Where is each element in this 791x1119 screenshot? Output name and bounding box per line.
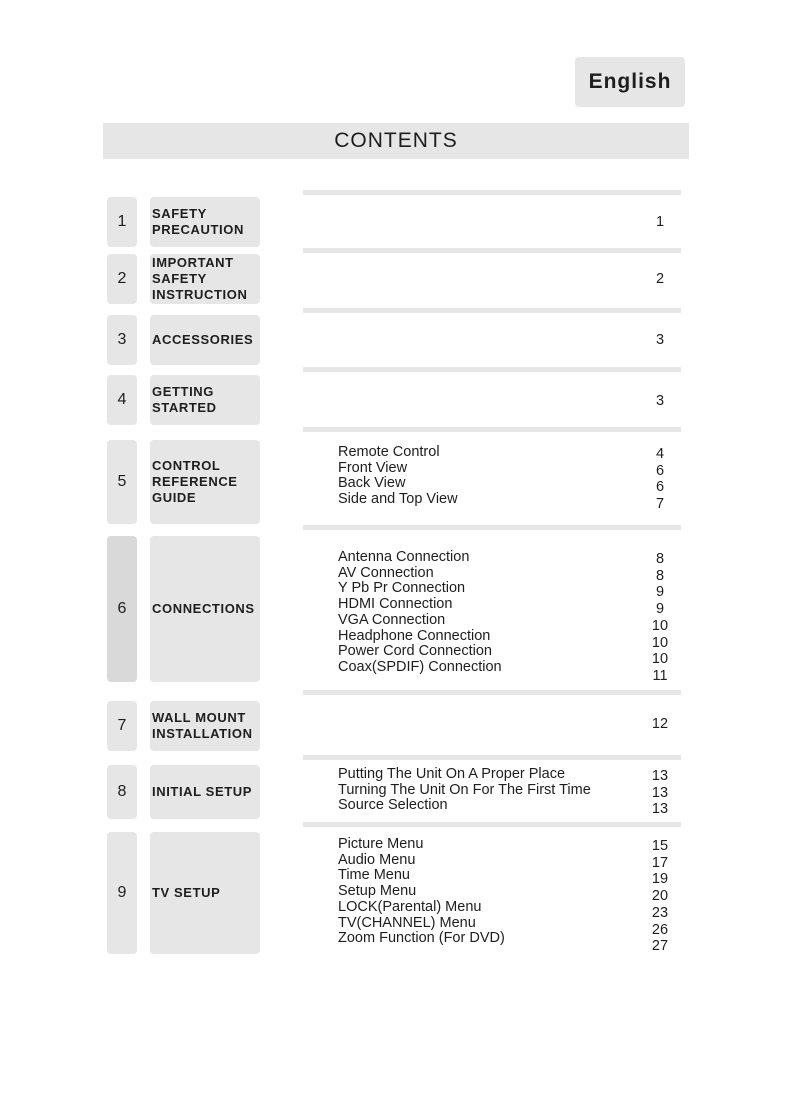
entry-item[interactable]: LOCK(Parental) Menu xyxy=(338,898,482,915)
section-number: 3 xyxy=(107,315,137,365)
section-divider xyxy=(303,822,681,827)
entry-item[interactable]: Front View xyxy=(338,459,408,476)
entry-item[interactable]: Zoom Function (For DVD) xyxy=(338,930,505,947)
section-title xyxy=(150,197,260,247)
page-number: 3 xyxy=(655,393,665,409)
section-number: 4 xyxy=(107,375,137,425)
page-number: 17 xyxy=(651,854,669,871)
page-number: 9 xyxy=(655,601,665,618)
section-number: 8 xyxy=(107,765,137,819)
section-divider xyxy=(303,248,681,253)
page-number: 2 xyxy=(655,271,665,287)
entry-item[interactable]: Remote Control xyxy=(338,444,440,460)
entry-list xyxy=(338,550,502,676)
page-number: 6 xyxy=(655,462,665,479)
entry-item[interactable]: Power Cord Connection xyxy=(338,643,492,660)
section-divider xyxy=(303,525,681,530)
entry-item[interactable]: VGA Connection xyxy=(338,611,446,628)
section-title-text: WALL MOUNT INSTALLATION xyxy=(152,710,253,741)
page-number: 26 xyxy=(651,921,669,938)
section-title xyxy=(150,440,260,524)
page-number: 20 xyxy=(651,888,669,905)
section-title-text: SAFETY PRECAUTION xyxy=(152,206,244,237)
entry-item[interactable]: Turning The Unit On For The First Time xyxy=(338,781,591,798)
section-title-text: TV SETUP xyxy=(152,885,221,900)
page-number-list xyxy=(640,446,680,513)
section-title-text: ACCESSORIES xyxy=(152,332,254,347)
entry-item[interactable]: Setup Menu xyxy=(338,883,417,900)
section-number: 9 xyxy=(107,832,137,954)
entry-item[interactable]: HDMI Connection xyxy=(338,596,453,613)
section-title xyxy=(150,765,260,819)
section-title xyxy=(150,254,260,304)
entry-list xyxy=(338,837,505,947)
page-number: 8 xyxy=(655,567,665,584)
section-divider xyxy=(303,367,681,372)
entry-item[interactable]: TV(CHANNEL) Menu xyxy=(338,914,476,931)
entry-item[interactable]: Time Menu xyxy=(338,867,410,884)
section-title xyxy=(150,701,260,751)
page-number: 13 xyxy=(651,768,669,784)
page-number: 7 xyxy=(655,496,665,513)
page-number: 4 xyxy=(655,446,665,462)
section-number: 7 xyxy=(107,701,137,751)
section-number: 6 xyxy=(107,536,137,682)
section-title-text: CONNECTIONS xyxy=(152,601,255,616)
page-number: 12 xyxy=(651,716,669,732)
page-number: 3 xyxy=(655,332,665,348)
entry-item[interactable]: Headphone Connection xyxy=(338,627,491,644)
entry-list xyxy=(338,445,458,508)
section-title-text: IMPORTANT SAFETY INSTRUCTION xyxy=(152,255,248,302)
page-number: 1 xyxy=(655,214,665,230)
page-number: 11 xyxy=(652,667,668,684)
entry-item[interactable]: AV Connection xyxy=(338,564,434,581)
page-number: 6 xyxy=(655,479,665,496)
section-divider xyxy=(303,755,681,760)
section-divider xyxy=(303,427,681,432)
entry-item[interactable]: Back View xyxy=(338,475,406,492)
section-divider xyxy=(303,308,681,313)
section-number: 2 xyxy=(107,254,137,304)
section-number: 5 xyxy=(107,440,137,524)
entry-item[interactable]: Source Selection xyxy=(338,797,448,814)
entry-list xyxy=(338,767,591,814)
contents-title: CONTENTS xyxy=(103,123,689,159)
page-number: 8 xyxy=(655,551,665,567)
section-divider xyxy=(303,190,681,195)
page-number: 13 xyxy=(651,784,669,801)
page-number: 10 xyxy=(651,617,669,634)
page-number-list xyxy=(640,838,680,955)
page-number: 19 xyxy=(651,871,669,888)
entry-item[interactable]: Coax(SPDIF) Connection xyxy=(338,658,502,675)
section-divider xyxy=(303,690,681,695)
section-title xyxy=(150,315,260,365)
entry-item[interactable]: Audio Menu xyxy=(338,851,416,868)
page-number: 27 xyxy=(651,938,669,955)
section-title xyxy=(150,832,260,954)
section-title xyxy=(150,536,260,682)
page-number: 23 xyxy=(651,904,669,921)
page-number-list xyxy=(640,768,680,818)
page-number: 10 xyxy=(651,651,669,668)
entry-item[interactable]: Putting The Unit On A Proper Place xyxy=(338,766,566,782)
entry-item[interactable]: Picture Menu xyxy=(338,836,424,852)
page-number: 15 xyxy=(651,838,669,854)
entry-item[interactable]: Antenna Connection xyxy=(338,549,470,565)
section-title xyxy=(150,375,260,425)
section-number: 1 xyxy=(107,197,137,247)
page-number-list xyxy=(640,551,680,685)
entry-item[interactable]: Side and Top View xyxy=(338,491,458,508)
section-title-text: CONTROL REFERENCE GUIDE xyxy=(152,458,238,505)
section-title-text: GETTING STARTED xyxy=(152,384,217,415)
entry-item[interactable]: Y Pb Pr Connection xyxy=(338,580,466,597)
page-number: 9 xyxy=(655,584,665,601)
page-number: 10 xyxy=(651,634,669,651)
page-number: 13 xyxy=(651,801,669,818)
language-badge: English xyxy=(575,57,685,107)
section-title-text: INITIAL SETUP xyxy=(152,784,253,799)
